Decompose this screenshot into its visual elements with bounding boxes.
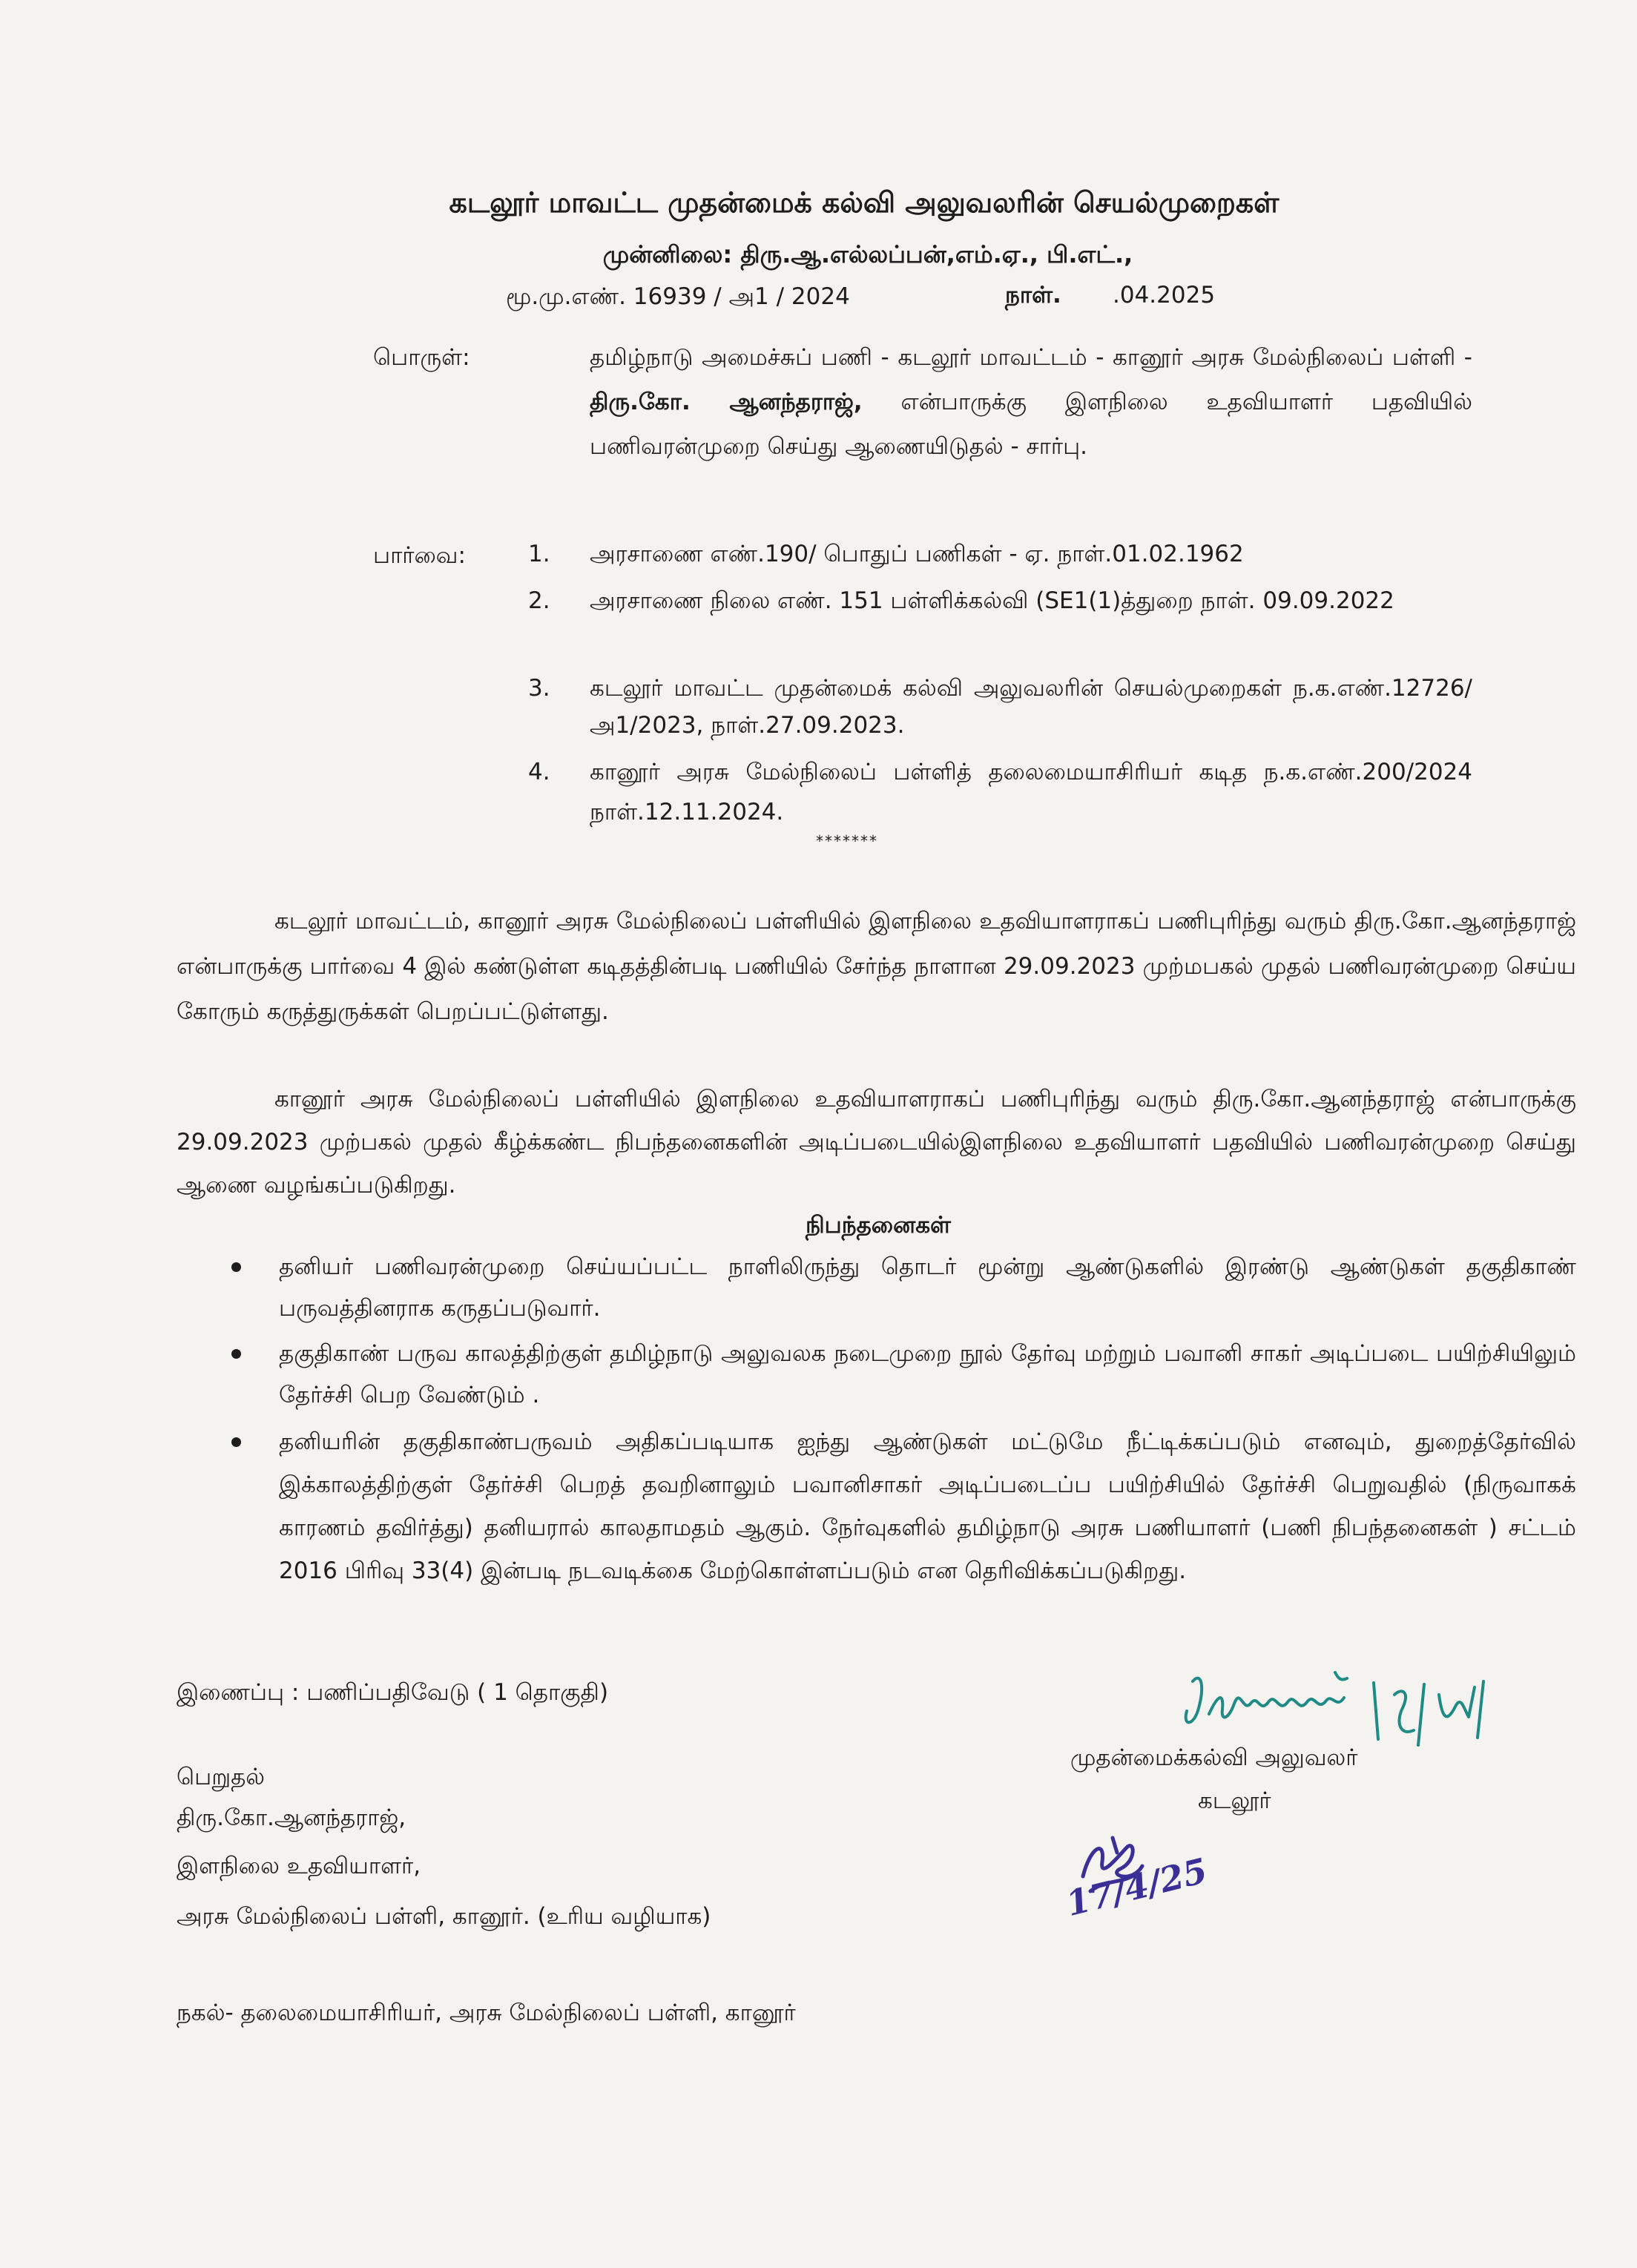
initials-date: 17/4/25 bbox=[1061, 1850, 1211, 1924]
enclosure-line: இணைப்பு : பணிப்பதிவேடு ( 1 தொகுதி) bbox=[177, 1679, 609, 1706]
subject-text bbox=[590, 335, 1472, 469]
recipient-label: பெறுதல் bbox=[177, 1764, 266, 1790]
references-label: பார்வை: bbox=[373, 542, 466, 569]
date-value: .04.2025 bbox=[1113, 282, 1216, 309]
body-paragraph-2: கானூர் அரசு மேல்நிலைப் பள்ளியில் இளநிலை உதவியாளராகப் பணிபுரிந்து வரும் திரு.கோ.ஆனந்தராஜ் என்பாருக்கு 29.09.2023 முற்பகல் முதல் கீழ்க்கண்ட நிபந்தனைகளின் அடிப்படையில்இளநிலை உதவியாளர் பதவியில் பணிவரன்முறை செய்து ஆணை வழங்கப்படுகிறது. bbox=[177, 1086, 1576, 1199]
body-paragraph-1: கடலூர் மாவட்டம், கானூர் அரசு மேல்நிலைப் பள்ளியில் இளநிலை உதவியாளராகப் பணிபுரிந்து வரும் திரு.கோ.ஆனந்தராஜ் என்பாருக்கு பார்வை 4 இல் கண்டுள்ள கடிதத்தின்படி பணியில் சேர்ந்த நாளான 29.09.2023 முற்மபகல் முதல் பணிவரன்முறை செய்ய கோரும் கருத்துருக்கள் பெறப்பட்டுள்ளது. bbox=[177, 908, 1576, 1025]
reference-number-3: 3. bbox=[528, 675, 550, 702]
presence-line: முன்னிலை: திரு.ஆ.எல்லப்பன்,எம்.ஏ., பி.எட்., bbox=[602, 240, 1133, 268]
date-label: நாள். bbox=[1005, 282, 1061, 309]
conditions-heading: நிபந்தனைகள் bbox=[805, 1212, 952, 1239]
recipient-line-2: இளநிலை உதவியாளர், bbox=[177, 1853, 421, 1879]
subject-name: திரு.கோ. ஆனந்தராஜ், bbox=[590, 389, 863, 415]
copy-to-line: நகல்- தலைமையாசிரியர், அரசு மேல்நிலைப் பள்ளி, கானூர் bbox=[177, 2000, 796, 2026]
bullet-icon bbox=[231, 1349, 241, 1359]
condition-item-3: தனியரின் தகுதிகாண்பருவம் அதிகப்படியாக ஐந்து ஆண்டுகள் மட்டுமே நீட்டிக்கப்படும் எனவும், துறைத்தேர்வில் இக்காலத்திற்குள் தேர்ச்சி பெறத் தவறினாலும் பவானிசாகர் அடிப்படைப்ப பயிற்சியில் தேர்ச்சி பெறுவதில் (நிருவாகக் காரணம் தவிர்த்து) தனியரால் காலதாமதம் ஆகும். நேர்வுகளில் தமிழ்நாடு அரசு பணியாளர் (பணி நிபந்தனைகள் ) சட்டம் 2016 பிரிவு 33(4) இன்படி நடவடிக்கை மேற்கொள்ளப்படும் என தெரிவிக்கப்படுகிறது. bbox=[279, 1428, 1576, 1584]
subject-text-before: தமிழ்நாடு அமைச்சுப் பணி - கடலூர் மாவட்டம் - கானூர் அரசு மேல்நிலைப் பள்ளி - bbox=[590, 344, 1472, 371]
signatory-place: கடலூர் bbox=[1198, 1787, 1271, 1814]
reference-item-2: அரசாணை நிலை எண். 151 பள்ளிக்கல்வி (SE1(1)த்துறை நாள். 09.09.2022 bbox=[590, 587, 1394, 614]
bullet-icon bbox=[231, 1437, 241, 1447]
reference-item-3: கடலூர் மாவட்ட முதன்மைக் கல்வி அலுவலரின் செயல்முறைகள் ந.க.எண்.12726/அ1/2023, நாள்.27.09.2023. bbox=[590, 675, 1472, 739]
condition-item-2: தகுதிகாண் பருவ காலத்திற்குள் தமிழ்நாடு அலுவலக நடைமுறை நூல் தேர்வு மற்றும் பவானி சாகர் அடிப்படை பயிற்சியிலும் தேர்ச்சி பெற வேண்டும் . bbox=[279, 1340, 1576, 1408]
reference-number-1: 1. bbox=[528, 541, 550, 567]
reference-number-4: 4. bbox=[528, 759, 550, 785]
subject-label: பொருள்: bbox=[373, 344, 470, 371]
reference-item-1: அரசாணை எண்.190/ பொதுப் பணிகள் - ஏ. நாள்.01.02.1962 bbox=[590, 541, 1244, 567]
recipient-line-1: திரு.கோ.ஆனந்தராஜ், bbox=[177, 1804, 406, 1831]
condition-item-1: தனியர் பணிவரன்முறை செய்யப்பட்ட நாளிலிருந்து தொடர் மூன்று ஆண்டுகளில் இரண்டு ஆண்டுகள் தகுதிகாண் பருவத்தினராக கருதப்படுவார். bbox=[279, 1253, 1576, 1322]
bullet-icon bbox=[231, 1262, 241, 1272]
reference-number: மூ.மு.எண். 16939 / அ1 / 2024 bbox=[506, 283, 850, 310]
subject-text-after: என்பாருக்கு இளநிலை உதவியாளர் பதவியில் பணிவரன்முறை செய்து ஆணையிடுதல் - சார்பு. bbox=[590, 389, 1472, 460]
recipient-line-3: அரசு மேல்நிலைப் பள்ளி, கானூர். (உரிய வழியாக) bbox=[177, 1903, 711, 1930]
reference-number-2: 2. bbox=[528, 587, 550, 614]
document-title: கடலூர் மாவட்ட முதன்மைக் கல்வி அலுவலரின் செயல்முறைகள் bbox=[449, 186, 1279, 219]
separator-stars: ******* bbox=[816, 832, 878, 850]
reference-item-4: கானூர் அரசு மேல்நிலைப் பள்ளித் தலைமையாசிரியர் கடித ந.க.எண்.200/2024 நாள்.12.11.2024. bbox=[590, 759, 1472, 825]
signatory-designation: முதன்மைக்கல்வி அலுவலர் bbox=[1070, 1744, 1358, 1771]
